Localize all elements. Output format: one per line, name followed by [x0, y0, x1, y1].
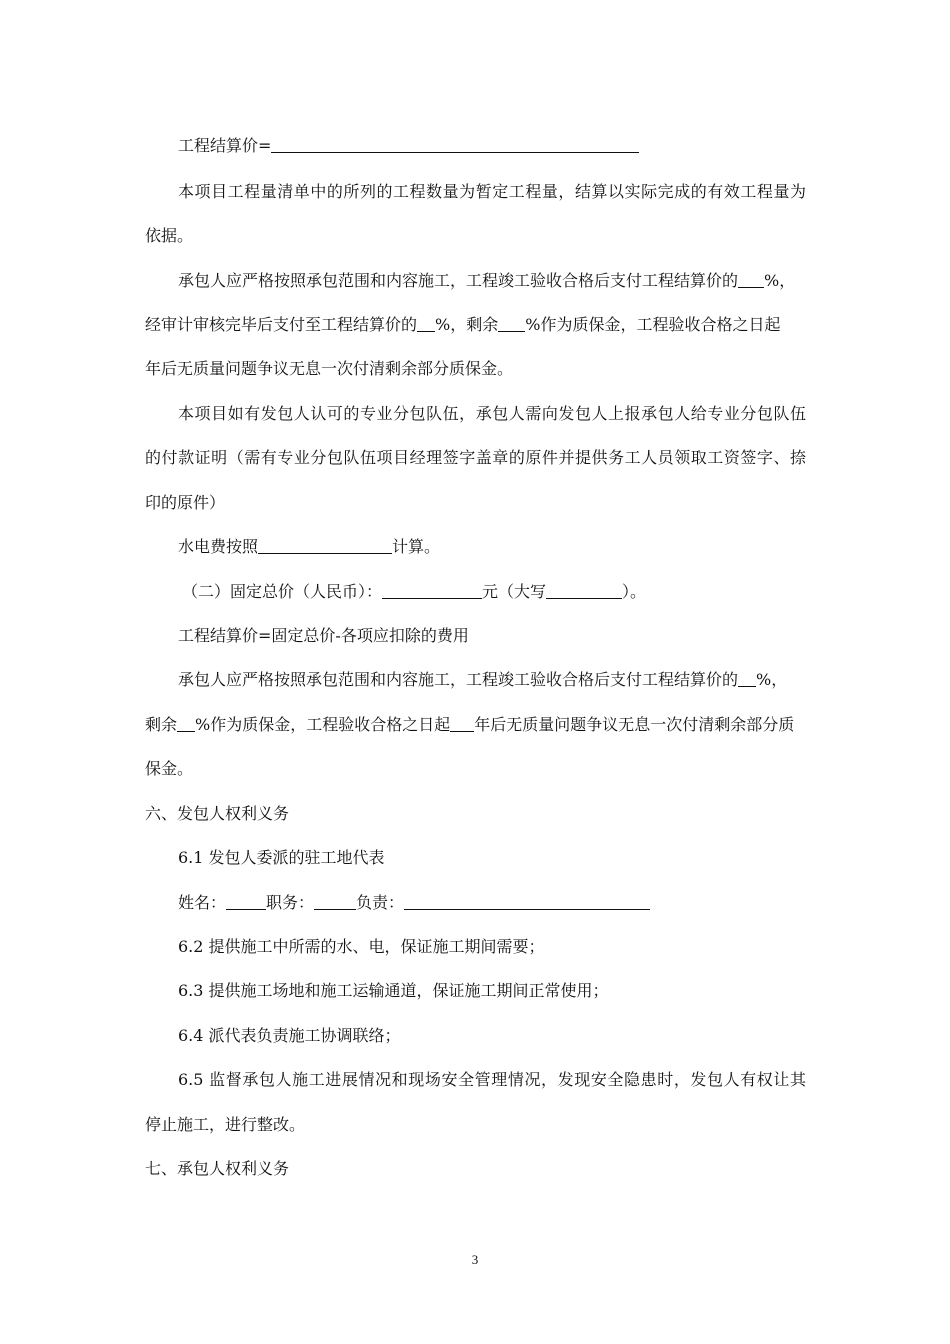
- quantity-para-line-2: 依据。: [145, 226, 194, 245]
- payment-text: 经审计审核完毕后支付至工程结算价的: [145, 315, 418, 334]
- payment2-para-line-3: 保金。: [145, 759, 194, 778]
- fixed-price-label: （二）固定总价（人民币）：: [182, 582, 383, 601]
- settlement-price-blank: [271, 136, 639, 153]
- duty-blank: [314, 893, 356, 910]
- settlement-price-line: [178, 136, 639, 156]
- percent-blank: [498, 315, 525, 332]
- representative-info-line: [178, 893, 650, 913]
- payment-text: %，剩余: [435, 315, 499, 334]
- percent-suffix: %，: [756, 670, 788, 689]
- utility-fee-blank: [258, 537, 392, 554]
- page-number: 3: [471, 1252, 479, 1267]
- payment-text: 年后无质量问题争议无息一次付清剩余部分质: [474, 715, 795, 734]
- item-6-1: 6.1 发包人委派的驻工地代表: [178, 848, 385, 867]
- subcontract-para-line-2: 的付款证明（需有专业分包队伍项目经理签字盖章的原件并提供务工人员领取工资签字、捺: [145, 448, 806, 467]
- fixed-price-amount-blank: [382, 582, 482, 599]
- quantity-para-line-1: 本项目工程量清单中的所列的工程数量为暂定工程量，结算以实际完成的有效工程量为: [178, 182, 806, 201]
- responsibility-label: 负责：: [356, 893, 405, 912]
- fixed-price-line: [182, 582, 646, 602]
- payment-para-line-1: [178, 271, 795, 291]
- subcontract-para-line-1: 本项目如有发包人认可的专业分包队伍，承包人需向发包人上报承包人给专业分包队伍: [178, 404, 806, 423]
- percent-suffix: %，: [764, 271, 796, 290]
- payment-para-line-3: 年后无质量问题争议无息一次付清剩余部分质保金。: [145, 359, 514, 378]
- fixed-price-words-blank: [546, 582, 622, 599]
- percent-blank: [177, 715, 195, 732]
- subcontract-para-line-3: 印的原件）: [145, 493, 226, 512]
- percent-blank: [738, 670, 756, 687]
- payment-text: %作为质保金，工程验收合格之日起: [195, 715, 451, 734]
- payment-text: %作为质保金，工程验收合格之日起: [525, 315, 781, 334]
- settlement-formula-line: 工程结算价=固定总价-各项应扣除的费用: [178, 626, 469, 645]
- percent-blank: [417, 315, 435, 332]
- utility-fee-label: 水电费按照: [178, 537, 259, 556]
- item-6-5-line-1: 6.5 监督承包人施工进展情况和现场安全管理情况，发现安全隐患时，发包人有权让其: [178, 1070, 806, 1089]
- name-label: 姓名：: [178, 893, 227, 912]
- years-blank: [450, 715, 474, 732]
- payment-para-line-2: [145, 315, 780, 335]
- responsibility-blank: [404, 893, 650, 910]
- item-6-3: 6.3 提供施工场地和施工运输通道，保证施工期间正常使用；: [178, 981, 609, 1000]
- payment-text: 剩余: [145, 715, 178, 734]
- payment-text: 承包人应严格按照承包范围和内容施工，工程竣工验收合格后支付工程结算价的: [178, 670, 739, 689]
- name-blank: [226, 893, 266, 910]
- section-6-heading: 六、发包人权利义务: [145, 804, 290, 823]
- section-7-heading: 七、承包人权利义务: [145, 1159, 290, 1178]
- settlement-price-label: 工程结算价=: [178, 136, 272, 155]
- duty-label: 职务：: [266, 893, 315, 912]
- item-6-2: 6.2 提供施工中所需的水、电，保证施工期间需要；: [178, 937, 545, 956]
- utility-fee-suffix: 计算。: [392, 537, 441, 556]
- fixed-price-suffix: ）。: [622, 582, 647, 601]
- payment-text: 承包人应严格按照承包范围和内容施工，工程竣工验收合格后支付工程结算价的: [178, 271, 739, 290]
- item-6-5-line-2: 停止施工，进行整改。: [145, 1115, 306, 1134]
- item-6-4: 6.4 派代表负责施工协调联络；: [178, 1026, 401, 1045]
- payment2-para-line-1: [178, 670, 787, 690]
- utility-fee-line: [178, 537, 440, 557]
- fixed-price-unit: 元（大写: [482, 582, 547, 601]
- payment2-para-line-2: [145, 715, 794, 735]
- percent-blank: [738, 271, 764, 288]
